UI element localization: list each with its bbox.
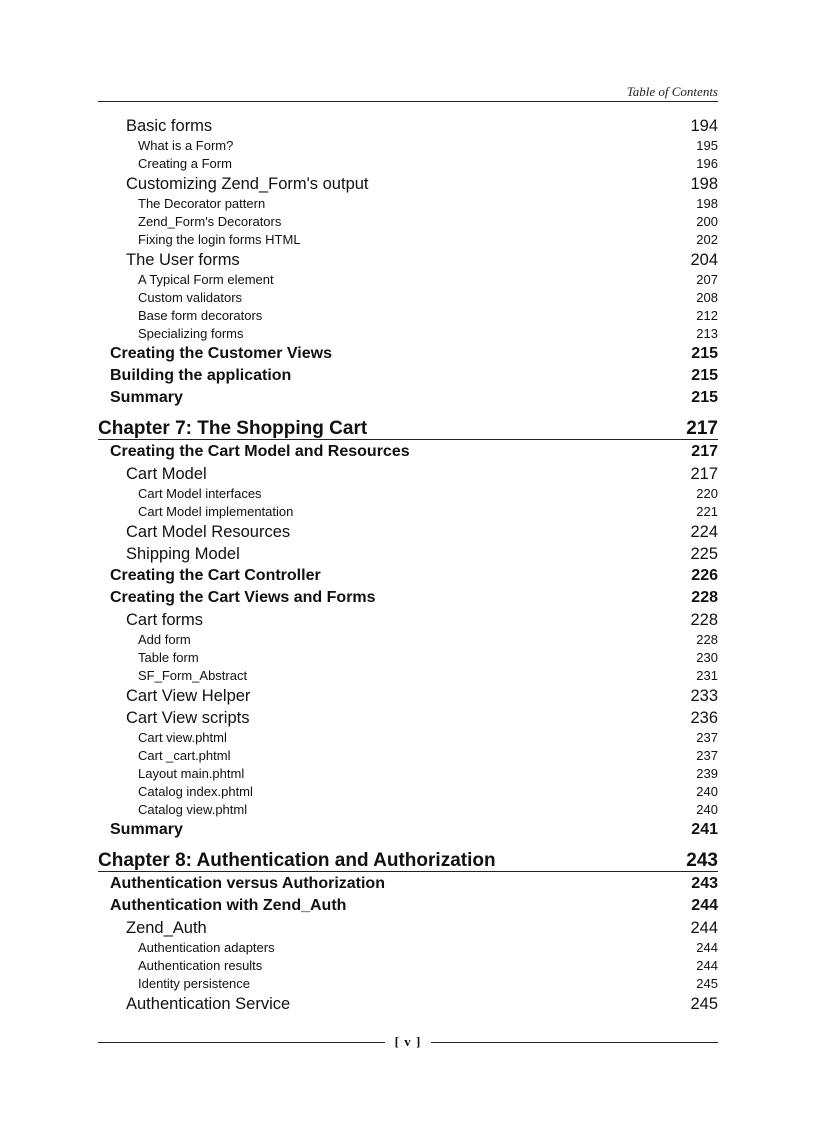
toc-entry-page: 245 xyxy=(696,976,718,991)
toc-entry-title: Authentication Service xyxy=(126,995,291,1013)
toc-subsubsection-entry[interactable] xyxy=(98,783,718,801)
toc-subsubsection-entry[interactable] xyxy=(98,307,718,325)
toc-entry-title: Chapter 8: Authentication and Authorization xyxy=(98,850,496,872)
toc-section-entry[interactable] xyxy=(98,441,718,463)
toc-subsection-entry[interactable] xyxy=(98,521,718,543)
toc-entry-page: 215 xyxy=(691,389,718,406)
toc-entry-title: Catalog index.phtml xyxy=(138,784,253,799)
toc-entry-title: Cart Model xyxy=(126,465,207,483)
toc-subsubsection-entry[interactable] xyxy=(98,765,718,783)
toc-entry-title: What is a Form? xyxy=(138,138,234,153)
footer-rule-right xyxy=(431,1042,718,1043)
header-rule xyxy=(98,101,718,102)
running-header-title: Table of Contents xyxy=(626,84,718,99)
toc-entry-page: 228 xyxy=(696,632,718,647)
toc-subsubsection-entry[interactable] xyxy=(98,649,718,667)
toc-entry-page: 207 xyxy=(696,272,718,287)
toc-subsubsection-entry[interactable] xyxy=(98,975,718,993)
toc-entry-title: Summary xyxy=(110,821,183,838)
toc-entry-page: 241 xyxy=(691,821,718,838)
toc-subsubsection-entry[interactable] xyxy=(98,747,718,765)
toc-entry-page: 198 xyxy=(690,175,718,193)
toc-section-entry[interactable] xyxy=(98,365,718,387)
toc-entry-title: Authentication results xyxy=(138,958,263,973)
toc-chapter-entry[interactable] xyxy=(98,841,718,872)
toc-entry-title: Basic forms xyxy=(126,117,213,135)
page-number: [ v ] xyxy=(394,1034,422,1049)
toc-subsubsection-entry[interactable] xyxy=(98,801,718,819)
toc-subsubsection-entry[interactable] xyxy=(98,667,718,685)
toc-entry-title: Base form decorators xyxy=(138,308,263,323)
toc-subsubsection-entry[interactable] xyxy=(98,271,718,289)
toc-section-entry[interactable] xyxy=(98,819,718,841)
toc-subsubsection-entry[interactable] xyxy=(98,503,718,521)
toc-entry-page: 215 xyxy=(691,367,718,384)
toc-entry-page: 195 xyxy=(696,138,718,153)
toc-subsubsection-entry[interactable] xyxy=(98,485,718,503)
toc-entry-page: 245 xyxy=(690,995,718,1013)
toc-entry-title: Creating the Cart Model and Resources xyxy=(110,443,410,460)
toc-entry-page: 200 xyxy=(696,214,718,229)
toc-entry-title: Creating the Cart Controller xyxy=(110,567,321,584)
toc-subsection-entry[interactable] xyxy=(98,707,718,729)
toc-entry-page: 217 xyxy=(686,418,718,440)
page-footer xyxy=(98,1034,718,1050)
toc-entry-page: 212 xyxy=(696,308,718,323)
toc-subsubsection-entry[interactable] xyxy=(98,155,718,173)
toc-subsubsection-entry[interactable] xyxy=(98,195,718,213)
toc-entry-title: Cart Model interfaces xyxy=(138,486,262,501)
toc-entry-title: Cart view.phtml xyxy=(138,730,227,745)
toc-entry-page: 226 xyxy=(691,567,718,584)
toc-entry-page: 208 xyxy=(696,290,718,305)
toc-entry-title: Cart _cart.phtml xyxy=(138,748,231,763)
toc-entry-title: Authentication adapters xyxy=(138,940,275,955)
toc-subsubsection-entry[interactable] xyxy=(98,631,718,649)
toc-subsection-entry[interactable] xyxy=(98,993,718,1015)
toc-entry-title: A Typical Form element xyxy=(138,272,274,287)
toc-entry-page: 228 xyxy=(691,589,718,606)
toc-section-entry[interactable] xyxy=(98,587,718,609)
toc-subsection-entry[interactable] xyxy=(98,463,718,485)
toc-entry-page: 215 xyxy=(691,345,718,362)
toc-entry-title: The User forms xyxy=(126,251,240,269)
toc-entry-title: Cart Model implementation xyxy=(138,504,294,519)
toc-subsubsection-entry[interactable] xyxy=(98,231,718,249)
toc-entry-page: 217 xyxy=(691,443,718,460)
toc-entry-page: 237 xyxy=(696,748,718,763)
toc-entry-page: 220 xyxy=(696,486,718,501)
toc-entry-page: 228 xyxy=(690,611,718,629)
toc-entry-page: 240 xyxy=(696,784,718,799)
toc-entry-title: Layout main.phtml xyxy=(138,766,245,781)
toc-subsubsection-entry[interactable] xyxy=(98,939,718,957)
toc-entry-title: Zend_Auth xyxy=(126,919,207,937)
toc-entry-title: Cart View scripts xyxy=(126,709,250,727)
toc-subsubsection-entry[interactable] xyxy=(98,137,718,155)
toc-section-entry[interactable] xyxy=(98,565,718,587)
toc-entry-title: Creating the Cart Views and Forms xyxy=(110,589,376,606)
toc-entry-page: 202 xyxy=(696,232,718,247)
toc-subsection-entry[interactable] xyxy=(98,173,718,195)
toc-subsection-entry[interactable] xyxy=(98,685,718,707)
toc-chapter-entry[interactable] xyxy=(98,409,718,440)
toc-entry-title: Add form xyxy=(138,632,191,647)
toc-entry-page: 239 xyxy=(696,766,718,781)
toc-entry-page: 244 xyxy=(690,919,718,937)
toc-entry-page: 217 xyxy=(690,465,718,483)
toc-entry-title: Chapter 7: The Shopping Cart xyxy=(98,418,368,440)
toc-entry-title: Table form xyxy=(138,650,199,665)
toc-entry-page: 243 xyxy=(686,850,718,872)
footer-rule-left xyxy=(98,1042,385,1043)
toc-entry-page: 244 xyxy=(696,958,718,973)
toc-entry-page: 225 xyxy=(690,545,718,563)
toc-entry-page: 221 xyxy=(696,504,718,519)
toc-entry-title: Catalog view.phtml xyxy=(138,802,248,817)
toc-entry-page: 233 xyxy=(690,687,718,705)
toc-entry-title: Creating a Form xyxy=(138,156,232,171)
toc-entry-page: 236 xyxy=(690,709,718,727)
toc-entry-title: Authentication with Zend_Auth xyxy=(110,897,347,914)
toc-subsubsection-entry[interactable] xyxy=(98,325,718,343)
toc-entry-page: 244 xyxy=(696,940,718,955)
toc-section-entry[interactable] xyxy=(98,895,718,917)
toc-subsubsection-entry[interactable] xyxy=(98,729,718,747)
toc-entry-title: Zend_Form's Decorators xyxy=(138,214,282,229)
toc-entry-title: Cart View Helper xyxy=(126,687,251,705)
toc-entry-page: 204 xyxy=(690,251,718,269)
toc-entry-page: 243 xyxy=(691,875,718,892)
toc-subsection-entry[interactable] xyxy=(98,917,718,939)
toc-entry-page: 240 xyxy=(696,802,718,817)
toc-entry-page: 231 xyxy=(696,668,718,683)
toc-entry-title: Cart forms xyxy=(126,611,204,629)
toc-entry-page: 196 xyxy=(696,156,718,171)
toc-entry-title: Summary xyxy=(110,389,183,406)
toc-entry-title: Customizing Zend_Form's output xyxy=(126,175,369,193)
toc-section-entry[interactable] xyxy=(98,387,718,409)
toc-entry-title: Shipping Model xyxy=(126,545,240,563)
toc-subsection-entry[interactable] xyxy=(98,609,718,631)
toc-entry-page: 230 xyxy=(696,650,718,665)
toc-entry-title: Authentication versus Authorization xyxy=(110,875,385,892)
toc-entry-page: 194 xyxy=(690,117,718,135)
toc-entry-page: 244 xyxy=(691,897,718,914)
toc-entry-title: Creating the Customer Views xyxy=(110,345,332,362)
toc-entry-page: 237 xyxy=(696,730,718,745)
toc-entry-title: SF_Form_Abstract xyxy=(138,668,248,683)
toc-entry-title: Fixing the login forms HTML xyxy=(138,232,301,247)
toc-entry-title: The Decorator pattern xyxy=(138,196,266,211)
toc-section-entry[interactable] xyxy=(98,343,718,365)
toc-subsection-entry[interactable] xyxy=(98,543,718,565)
toc-entry-title: Specializing forms xyxy=(138,326,244,341)
toc-subsection-entry[interactable] xyxy=(98,115,718,137)
toc-entry-page: 213 xyxy=(696,326,718,341)
toc-entry-title: Custom validators xyxy=(138,290,243,305)
toc-entry-page: 224 xyxy=(690,523,718,541)
toc-entry-title: Building the application xyxy=(110,367,292,384)
toc-entry-title: Cart Model Resources xyxy=(126,523,291,541)
toc-entry-page: 198 xyxy=(696,196,718,211)
toc-subsubsection-entry[interactable] xyxy=(98,957,718,975)
toc-section-entry[interactable] xyxy=(98,873,718,895)
toc-subsubsection-entry[interactable] xyxy=(98,289,718,307)
toc-entry-title: Identity persistence xyxy=(138,976,251,991)
toc-subsubsection-entry[interactable] xyxy=(98,213,718,231)
table-of-contents xyxy=(98,115,718,1015)
toc-subsection-entry[interactable] xyxy=(98,249,718,271)
